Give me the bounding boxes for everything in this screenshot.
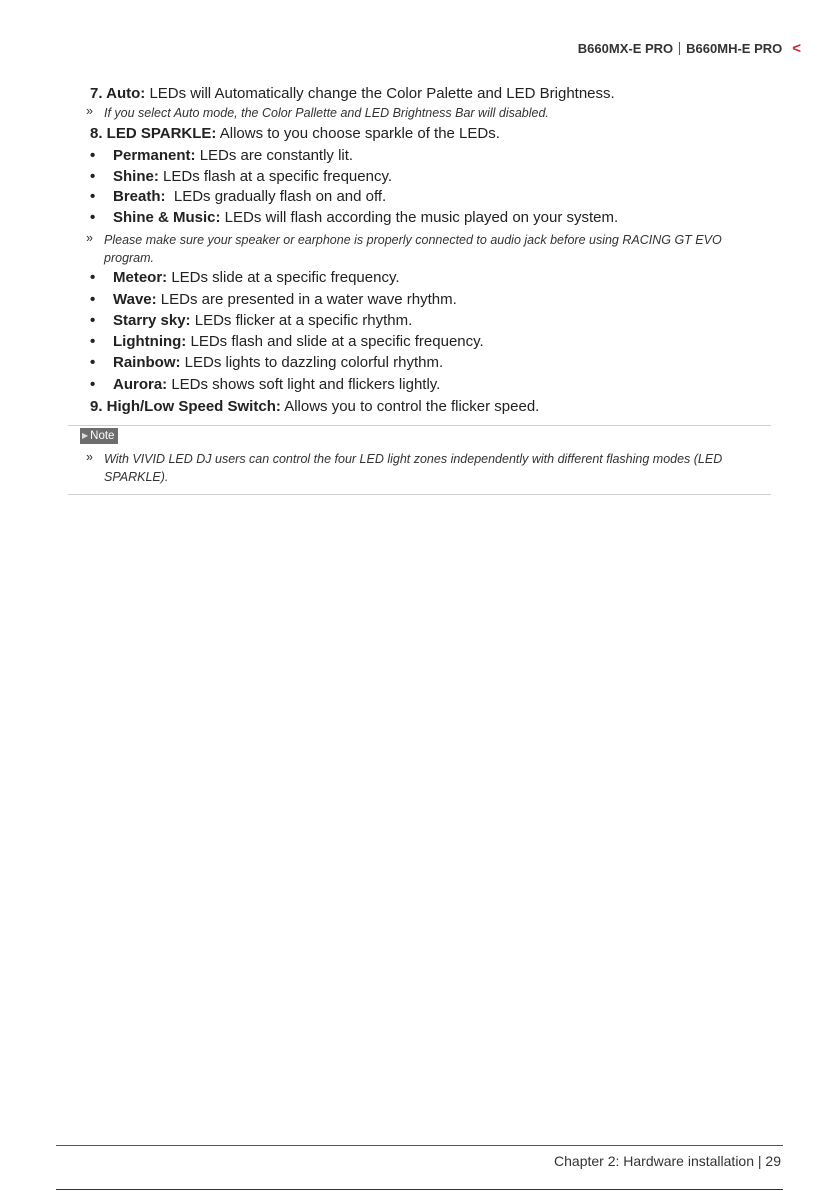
note-marker: » [86, 104, 93, 118]
list-item-label: Meteor: [113, 269, 168, 286]
item-auto-text: LEDs will Automatically change the Color Palette and LED Brightness. [145, 85, 615, 102]
list-item-text: LEDs flash at a specific frequency. [158, 168, 393, 185]
list-item [90, 269, 400, 286]
list-item-text: LEDs flash and slide at a specific frequency. [186, 333, 484, 350]
note-marker: » [86, 450, 93, 464]
bullet-icon: • [90, 354, 96, 371]
auto-note [86, 104, 744, 122]
item-auto-label: 7. Auto: [90, 85, 146, 102]
footer-top-divider [56, 1145, 783, 1146]
list-item-text: LEDs are presented in a water wave rhythm. [156, 291, 457, 308]
item-led-sparkle-text: Allows to you choose sparkle of the LEDs. [216, 125, 500, 142]
list-item-label: Breath: [113, 188, 166, 205]
bullet-icon: • [90, 333, 96, 350]
list-item [90, 209, 618, 226]
list-item-label: Wave: [113, 291, 157, 308]
item-led-sparkle-label: 8. LED SPARKLE: [90, 125, 217, 142]
list-item-label: Permanent: [113, 147, 196, 164]
list-item-text: LEDs are constantly lit. [195, 147, 354, 164]
list-item [90, 188, 386, 205]
list-item [90, 333, 484, 350]
note-top-divider [68, 425, 771, 426]
bullet-icon: • [90, 376, 96, 393]
vivid-note-text: With VIVID LED DJ users can control the four LED light zones independently with different flashing modes (LED SPARKLE). [104, 452, 723, 484]
list-item-text: LEDs flicker at a specific rhythm. [190, 312, 413, 329]
note-tag-label: Note [90, 430, 115, 442]
model-name-b: B660MH-E PRO [686, 41, 783, 56]
page-footer: Chapter 2: Hardware installation | 29 [554, 1153, 781, 1169]
list-item-text: LEDs slide at a specific frequency. [167, 269, 400, 286]
page-header [578, 40, 801, 57]
note-marker: » [86, 231, 93, 245]
bullet-icon: • [90, 209, 96, 226]
list-item-text: LEDs lights to dazzling colorful rhythm. [180, 354, 444, 371]
item-speed-switch-label: 9. High/Low Speed Switch: [90, 398, 281, 415]
list-item [90, 168, 392, 185]
list-item-label: Rainbow: [113, 354, 181, 371]
vivid-note [86, 450, 744, 486]
bullet-icon: • [90, 188, 96, 205]
list-item [90, 376, 440, 393]
list-item [90, 291, 457, 308]
back-arrow-icon: < [792, 40, 801, 57]
list-item-label: Lightning: [113, 333, 187, 350]
list-item [90, 354, 443, 371]
list-item-label: Aurora: [113, 376, 168, 393]
auto-note-text: If you select Auto mode, the Color Pallette and LED Brightness Bar will disabled. [104, 106, 549, 120]
item-speed-switch [90, 398, 539, 415]
list-item [90, 312, 412, 329]
item-led-sparkle [90, 125, 500, 142]
bullet-icon: • [90, 168, 96, 185]
list-item-text: LEDs shows soft light and flickers lightly. [167, 376, 441, 393]
bullet-icon: • [90, 312, 96, 329]
footer-bottom-divider [56, 1189, 783, 1190]
bullet-icon: • [90, 291, 96, 308]
header-separator [679, 42, 680, 55]
list-item [90, 147, 353, 164]
note-bottom-divider [68, 494, 771, 495]
note-tag [80, 428, 118, 444]
model-name-a: B660MX-E PRO [577, 41, 674, 56]
list-item-text: LEDs will flash according the music played on your system. [220, 209, 619, 226]
list-item-label: Starry sky: [113, 312, 191, 329]
bullet-icon: • [90, 147, 96, 164]
list-item-label: Shine: [113, 168, 159, 185]
item-auto [90, 85, 615, 102]
item-speed-switch-text: Allows you to control the flicker speed. [280, 398, 540, 415]
list-item-label: Shine & Music: [113, 209, 221, 226]
list-item-text: LEDs gradually flash on and off. [165, 188, 387, 205]
music-note [86, 231, 744, 267]
bullet-icon: • [90, 269, 96, 286]
music-note-text: Please make sure your speaker or earphone is properly connected to audio jack before using RACING GT EVO program. [104, 233, 722, 265]
triangle-right-icon: ▶ [82, 431, 89, 440]
